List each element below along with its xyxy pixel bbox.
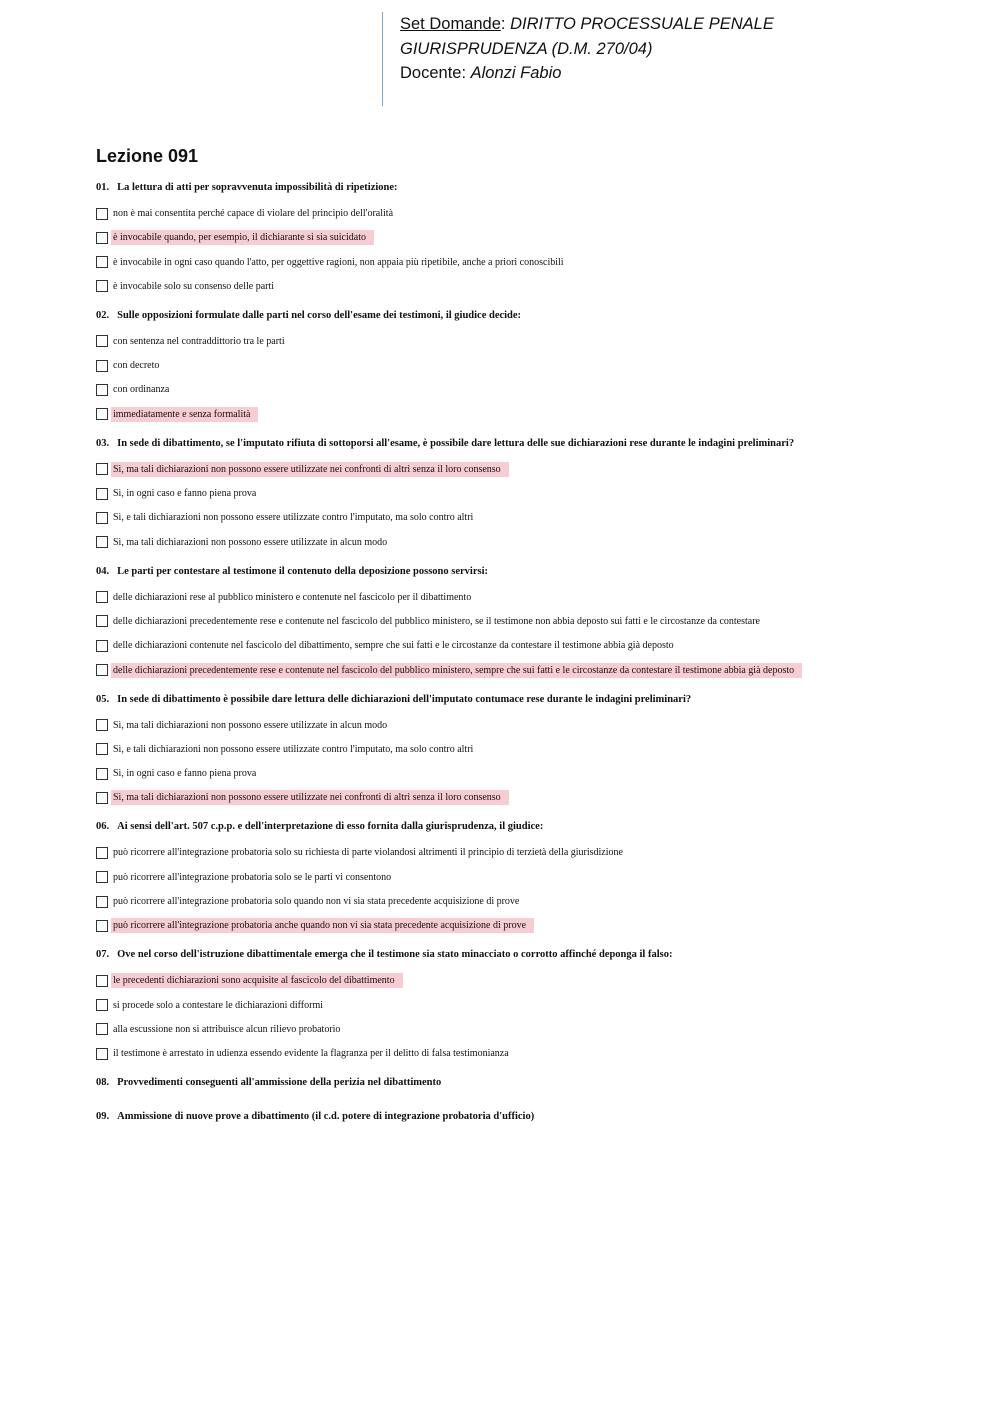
teacher-line [400,61,774,86]
answer-option[interactable] [96,765,976,782]
checkbox[interactable] [96,640,108,652]
answer-text: è invocabile quando, per esempio, il dichiarante si sia suicidato [111,230,374,245]
answer-text: può ricorrere all'integrazione probatoria anche quando non vi sia stata precedente acquisizione di prove [111,918,534,933]
answer-option-correct[interactable] [96,406,976,423]
answer-text: Sì, ma tali dichiarazioni non possono essere utilizzate in alcun modo [113,719,388,731]
answer-option[interactable] [96,844,976,861]
answer-text: è invocabile solo su consenso delle parti [113,280,275,292]
checkbox[interactable] [96,463,108,475]
answer-text: Sì, e tali dichiarazioni non possono essere utilizzate contro l'imputato, ma solo contro altri [113,743,474,755]
checkbox[interactable] [96,920,108,932]
set-label: Set Domande [400,15,501,33]
question-text [96,948,976,961]
answer-option[interactable] [96,381,976,398]
answer-text: con decreto [113,360,160,372]
answer-text: Sì, in ogni caso e fanno piena prova [113,768,257,780]
answer-text: delle dichiarazioni precedentemente rese e contenute nel fascicolo del pubblico ministero, sempre che sui fatti e le circostanze da contestare il testimone abbia già deposto [111,663,802,678]
answer-text: può ricorrere all'integrazione probatoria solo quando non vi sia stata precedente acquisizione di prove [113,896,520,908]
answer-option[interactable] [96,509,976,526]
answer-text: Sì, e tali dichiarazioni non possono essere utilizzate contro l'imputato, ma solo contro altri [113,512,474,524]
question-text [96,820,976,833]
answer-text: si procede solo a contestare le dichiarazioni difformi [113,999,324,1011]
answer-option[interactable] [96,485,976,502]
question-number: 04. [96,565,110,577]
checkbox[interactable] [96,975,108,987]
checkbox[interactable] [96,999,108,1011]
answer-option[interactable] [96,1021,976,1038]
checkbox[interactable] [96,768,108,780]
question-list [96,181,976,1144]
checkbox[interactable] [96,232,108,244]
answer-text: non è mai consentita perché capace di violare del principio dell'oralità [113,208,394,219]
lesson-title: Lezione 091 [96,146,199,166]
question-08 [96,1076,976,1089]
checkbox[interactable] [96,792,108,804]
answer-option[interactable] [96,534,976,551]
question-label: Le parti per contestare al testimone il contenuto della deposizione possono servirsi: [117,565,488,577]
answer-text: Sì, ma tali dichiarazioni non possono essere utilizzate nei confronti di altri senza il loro consenso [111,790,509,805]
checkbox[interactable] [96,615,108,627]
question-01 [96,181,976,295]
set-line [400,12,774,37]
question-label: Ove nel corso dell'istruzione dibattimentale emerga che il testimone sia stato minacciato o corrotto affinché deponga il falso: [117,949,673,961]
checkbox[interactable] [96,591,108,603]
answer-option[interactable] [96,1045,976,1062]
question-text [96,181,976,194]
course-line2 [400,37,774,62]
checkbox[interactable] [96,384,108,396]
answer-text: il testimone è arrestato in udienza essendo evidente la flagranza per il delitto di falsa testimonianza [113,1048,509,1060]
checkbox[interactable] [96,208,108,220]
answer-option[interactable] [96,357,976,374]
checkbox[interactable] [96,512,108,524]
answer-text: con ordinanza [113,384,170,396]
question-number: 09. [96,1111,110,1123]
answer-text: è invocabile in ogni caso quando l'atto, per oggettive ragioni, non appaia più ripetibile, anche a priori conoscibili [113,256,564,268]
question-text [96,1110,976,1123]
checkbox[interactable] [96,280,108,292]
answer-option[interactable] [96,205,976,222]
checkbox[interactable] [96,536,108,548]
checkbox[interactable] [96,664,108,676]
answer-option[interactable] [96,869,976,886]
answer-text: immediatamente e senza formalità [111,407,258,422]
answer-option-correct[interactable] [96,917,976,934]
answer-text: Sì, ma tali dichiarazioni non possono essere utilizzate in alcun modo [113,536,388,548]
answer-text: alla escussione non si attribuisce alcun rilievo probatorio [113,1023,341,1035]
checkbox[interactable] [96,719,108,731]
answer-option[interactable] [96,613,976,630]
teacher-label: Docente: [400,64,471,82]
checkbox[interactable] [96,896,108,908]
document-header [382,12,774,106]
question-text [96,565,976,578]
answer-option[interactable] [96,717,976,734]
question-label: Ammissione di nuove prove a dibattimento (il c.d. potere di integrazione probatoria d'ufficio) [117,1111,535,1123]
question-number: 07. [96,949,110,961]
answer-option-correct[interactable] [96,789,976,806]
checkbox[interactable] [96,743,108,755]
question-05 [96,693,976,807]
answer-text: Sì, ma tali dichiarazioni non possono essere utilizzate nei confronti di altri senza il loro consenso [111,462,509,477]
teacher-name: Alonzi Fabio [470,64,562,82]
answer-option[interactable] [96,278,976,295]
question-label: Sulle opposizioni formulate dalle parti nel corso dell'esame dei testimoni, il giudice decide: [117,309,522,321]
checkbox[interactable] [96,1023,108,1035]
question-09 [96,1110,976,1123]
answer-text: può ricorrere all'integrazione probatoria solo se le parti vi consentono [113,871,392,883]
course-title-line1: DIRITTO PROCESSUALE PENALE [510,15,774,33]
question-text [96,1076,976,1089]
answer-text: Sì, in ogni caso e fanno piena prova [113,488,257,500]
checkbox[interactable] [96,871,108,883]
question-text [96,693,976,706]
checkbox[interactable] [96,488,108,500]
answer-option[interactable] [96,741,976,758]
question-03 [96,437,976,551]
question-07 [96,948,976,1062]
question-text [96,309,976,322]
question-label: Ai sensi dell'art. 507 c.p.p. e dell'interpretazione di esso fornita dalla giurisprudenza, il giudice: [117,821,544,833]
answer-option-correct[interactable] [96,972,976,989]
question-label: Provvedimenti conseguenti all'ammissione della perizia nel dibattimento [117,1077,442,1089]
answer-text: con sentenza nel contraddittorio tra le parti [113,335,285,347]
course-title-line2: GIURISPRUDENZA (D.M. 270/04) [400,39,653,58]
question-06 [96,820,976,934]
question-number: 05. [96,693,110,705]
question-text [96,437,976,450]
answer-option-correct[interactable] [96,229,976,246]
answer-text: può ricorrere all'integrazione probatoria solo su richiesta di parte violandosi altrimenti il principio di terzietà della giurisdizione [113,847,623,859]
answer-option[interactable] [96,637,976,654]
answer-option-correct[interactable] [96,662,976,679]
answer-option-correct[interactable] [96,461,976,478]
answer-text: le precedenti dichiarazioni sono acquisite al fascicolo del dibattimento [111,973,403,988]
checkbox[interactable] [96,256,108,268]
question-number: 06. [96,821,110,833]
answer-text: delle dichiarazioni rese al pubblico ministero e contenute nel fascicolo per il dibattimento [113,591,472,603]
question-number: 02. [96,309,110,321]
checkbox[interactable] [96,1048,108,1060]
answer-option[interactable] [96,333,976,350]
answer-option[interactable] [96,997,976,1014]
checkbox[interactable] [96,360,108,372]
set-separator: : [500,15,511,33]
question-number: 08. [96,1077,110,1089]
answer-text: delle dichiarazioni contenute nel fascicolo del dibattimento, sempre che sui fatti e le circostanze da contestare il testimone abbia già deposto [113,640,674,652]
answer-option[interactable] [96,589,976,606]
question-label: In sede di dibattimento, se l'imputato rifiuta di sottoporsi all'esame, è possibile dare lettura delle sue dichiarazioni rese durante le indagini preliminari? [117,437,795,449]
question-number: 01. [96,182,110,193]
question-02 [96,309,976,423]
question-label: La lettura di atti per sopravvenuta impossibilità di ripetizione: [117,182,398,193]
question-number: 03. [96,437,110,449]
question-04 [96,565,976,679]
question-label: In sede di dibattimento è possibile dare lettura delle dichiarazioni dell'imputato contumace rese durante le indagini preliminari? [117,693,692,705]
answer-text: delle dichiarazioni precedentemente rese e contenute nel fascicolo del pubblico ministero, se il testimone non abbia deposto sui fatti e le circostanze da contestare [113,615,760,627]
checkbox[interactable] [96,408,108,420]
answer-option[interactable] [96,254,976,271]
checkbox[interactable] [96,847,108,859]
answer-option[interactable] [96,893,976,910]
checkbox[interactable] [96,335,108,347]
